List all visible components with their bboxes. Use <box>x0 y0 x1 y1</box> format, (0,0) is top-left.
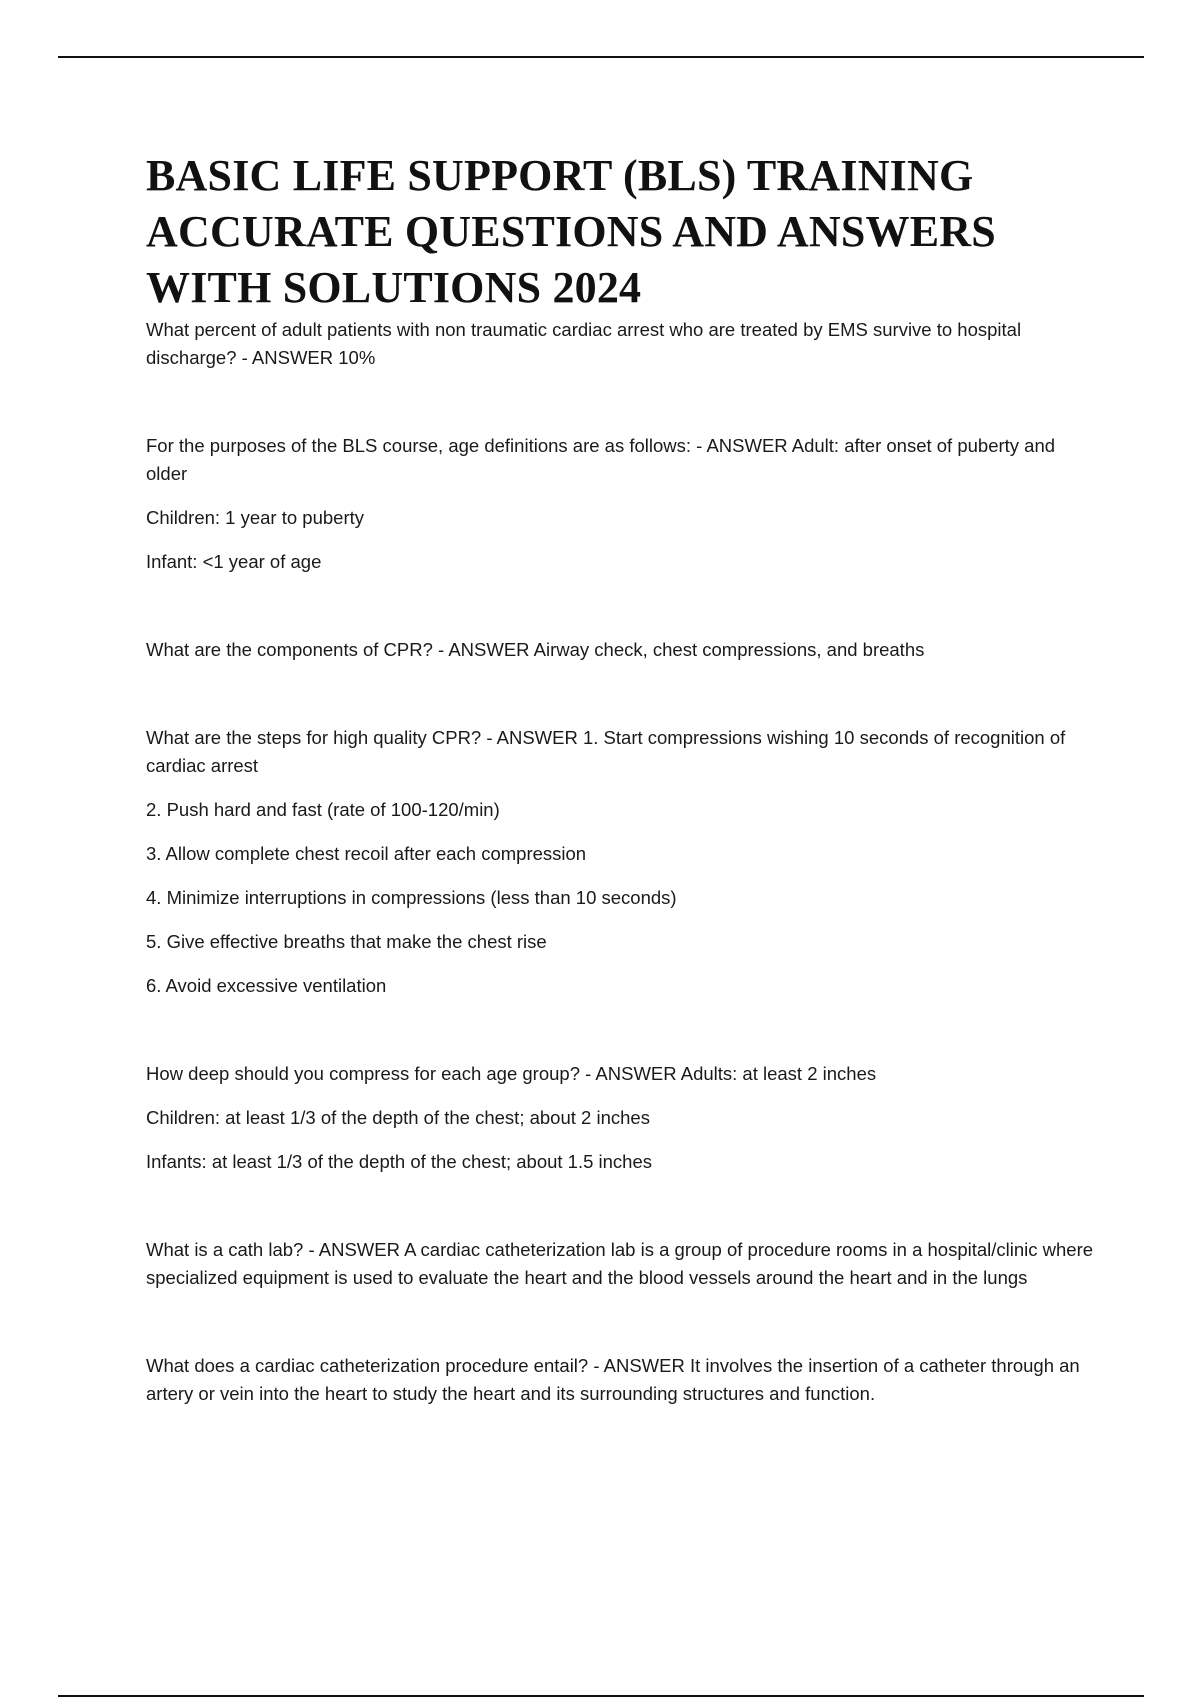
qa-item-compression-depth <box>146 1060 1096 1176</box>
title-line: WITH SOLUTIONS 2024 <box>146 263 642 312</box>
bottom-rule <box>58 1695 1144 1697</box>
qa-paragraph: Infant: <1 year of age <box>146 551 322 572</box>
title-line: ACCURATE QUESTIONS AND ANSWERS <box>146 207 996 256</box>
qa-item-survival <box>146 316 1096 372</box>
document-title <box>146 148 1096 316</box>
qa-paragraph: 6. Avoid excessive ventilation <box>146 975 387 996</box>
qa-paragraph: What are the steps for high quality CPR? - ANSWER 1. Start compressions wishing 10 seconds of recognition of cardiac arrest <box>146 727 1066 776</box>
qa-item-cath-lab <box>146 1236 1096 1292</box>
qa-paragraph: What percent of adult patients with non traumatic cardiac arrest who are treated by EMS survive to hospital discharge? - ANSWER 10% <box>146 319 1022 368</box>
qa-paragraph: 2. Push hard and fast (rate of 100-120/min) <box>146 799 500 820</box>
qa-item-age-definitions <box>146 432 1096 576</box>
qa-item-catheterization-procedure <box>146 1352 1096 1408</box>
qa-paragraph: What does a cardiac catheterization procedure entail? - ANSWER It involves the insertion of a catheter through an artery or vein into the heart to study the heart and its surrounding structures and function. <box>146 1355 1080 1404</box>
qa-paragraph: 4. Minimize interruptions in compressions (less than 10 seconds) <box>146 887 677 908</box>
qa-paragraph: 3. Allow complete chest recoil after each compression <box>146 843 587 864</box>
qa-paragraph: 5. Give effective breaths that make the chest rise <box>146 931 547 952</box>
qa-paragraph: For the purposes of the BLS course, age definitions are as follows: - ANSWER Adult: after onset of puberty and older <box>146 435 1056 484</box>
qa-paragraph: What is a cath lab? - ANSWER A cardiac catheterization lab is a group of procedure rooms in a hospital/clinic where specialized equipment is used to evaluate the heart and the blood vessels around the heart and in the lungs <box>146 1239 1094 1288</box>
top-rule <box>58 56 1144 58</box>
qa-paragraph: How deep should you compress for each age group? - ANSWER Adults: at least 2 inches <box>146 1063 877 1084</box>
qa-item-cpr-components <box>146 636 1096 664</box>
document-body <box>146 148 1096 1424</box>
qa-paragraph: Infants: at least 1/3 of the depth of the chest; about 1.5 inches <box>146 1151 653 1172</box>
qa-paragraph: What are the components of CPR? - ANSWER Airway check, chest compressions, and breaths <box>146 639 925 660</box>
title-line: BASIC LIFE SUPPORT (BLS) TRAINING <box>146 151 974 200</box>
qa-item-high-quality-cpr <box>146 724 1096 1000</box>
qa-paragraph: Children: at least 1/3 of the depth of the chest; about 2 inches <box>146 1107 650 1128</box>
qa-paragraph: Children: 1 year to puberty <box>146 507 365 528</box>
